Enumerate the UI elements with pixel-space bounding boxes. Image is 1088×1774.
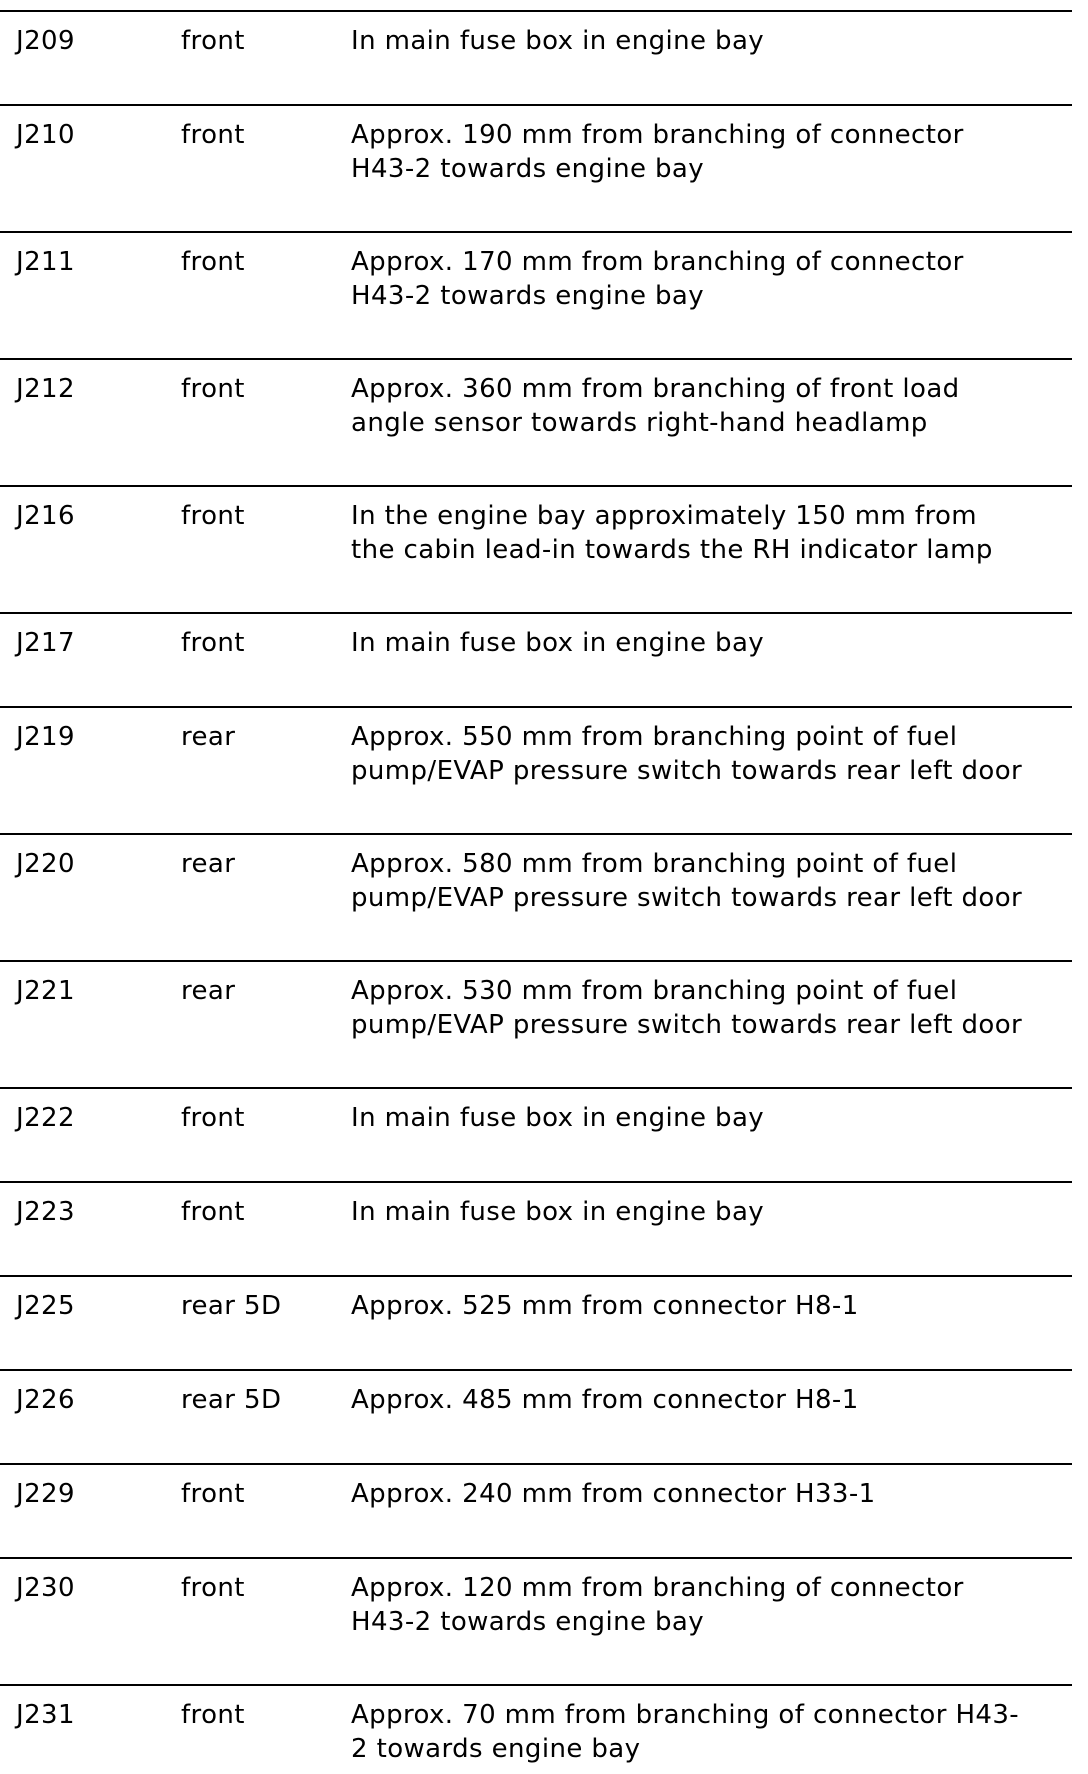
connector-position: rear xyxy=(181,976,236,1006)
connector-position: front xyxy=(181,120,245,150)
description-line: In main fuse box in engine bay xyxy=(351,1103,765,1133)
connector-id: J211 xyxy=(16,247,75,277)
description-line: the cabin lead-in towards the RH indicator lamp xyxy=(351,535,993,565)
connector-id: J231 xyxy=(16,1700,75,1730)
connector-location-description xyxy=(351,245,964,313)
connector-position: front xyxy=(181,26,245,56)
connector-position: front xyxy=(181,1700,245,1730)
description-line: Approx. 485 mm from connector H8-1 xyxy=(351,1385,859,1415)
table-row xyxy=(0,1369,1072,1463)
description-line: H43-2 towards engine bay xyxy=(351,154,705,184)
connector-id: J222 xyxy=(16,1103,75,1133)
connector-id: J217 xyxy=(16,628,75,658)
connector-position: front xyxy=(181,501,245,531)
description-line: In main fuse box in engine bay xyxy=(351,628,765,658)
description-line: H43-2 towards engine bay xyxy=(351,1607,705,1637)
description-line: angle sensor towards right-hand headlamp xyxy=(351,408,928,438)
connector-id: J225 xyxy=(16,1291,75,1321)
table-row xyxy=(0,1087,1072,1181)
connector-location-description xyxy=(351,118,964,186)
description-line: Approx. 550 mm from branching point of fuel xyxy=(351,722,958,752)
table-row xyxy=(0,358,1072,485)
table-row xyxy=(0,1557,1072,1684)
connector-location-description xyxy=(351,847,1022,915)
connector-location-description xyxy=(351,1383,859,1417)
description-line: Approx. 525 mm from connector H8-1 xyxy=(351,1291,859,1321)
connector-location-description xyxy=(351,1195,764,1229)
description-line: Approx. 120 mm from branching of connector xyxy=(351,1573,964,1603)
connector-position: rear xyxy=(181,722,236,752)
connector-position: front xyxy=(181,628,245,658)
connector-location-description xyxy=(351,499,993,567)
table-row xyxy=(0,612,1072,706)
table-row xyxy=(0,10,1072,104)
connector-position: front xyxy=(181,1479,245,1509)
description-line: Approx. 530 mm from branching point of fuel xyxy=(351,976,958,1006)
connector-location-description xyxy=(351,372,960,440)
description-line: Approx. 580 mm from branching point of fuel xyxy=(351,849,958,879)
connector-id: J226 xyxy=(16,1385,75,1415)
connector-location-description xyxy=(351,626,764,660)
connector-position: front xyxy=(181,374,245,404)
description-line: Approx. 190 mm from branching of connector xyxy=(351,120,964,150)
description-line: Approx. 170 mm from branching of connector xyxy=(351,247,964,277)
description-line: pump/EVAP pressure switch towards rear left door xyxy=(351,1010,1023,1040)
table-row xyxy=(0,833,1072,960)
connector-position: rear 5D xyxy=(181,1385,282,1415)
connector-location-description xyxy=(351,1101,764,1135)
connector-location-description xyxy=(351,974,1022,1042)
table-row xyxy=(0,1684,1072,1774)
description-line: pump/EVAP pressure switch towards rear left door xyxy=(351,756,1023,786)
connector-position: front xyxy=(181,247,245,277)
connector-position: front xyxy=(181,1573,245,1603)
connector-location-description xyxy=(351,1698,1019,1766)
connector-id: J210 xyxy=(16,120,75,150)
connector-id: J219 xyxy=(16,722,75,752)
connector-id: J212 xyxy=(16,374,75,404)
connector-location-description xyxy=(351,1477,876,1511)
connector-position: rear 5D xyxy=(181,1291,282,1321)
description-line: H43-2 towards engine bay xyxy=(351,281,705,311)
table-row xyxy=(0,104,1072,231)
connector-position: rear xyxy=(181,849,236,879)
description-line: Approx. 70 mm from branching of connector H43- xyxy=(351,1700,1020,1730)
description-line: pump/EVAP pressure switch towards rear left door xyxy=(351,883,1023,913)
connector-position: front xyxy=(181,1103,245,1133)
description-line: In main fuse box in engine bay xyxy=(351,1197,765,1227)
table-row xyxy=(0,960,1072,1087)
table-row xyxy=(0,1463,1072,1557)
connector-location-description xyxy=(351,24,764,58)
description-line: In main fuse box in engine bay xyxy=(351,26,765,56)
connector-location-description xyxy=(351,720,1022,788)
connector-id: J220 xyxy=(16,849,75,879)
description-line: Approx. 360 mm from branching of front load xyxy=(351,374,960,404)
connector-id: J209 xyxy=(16,26,75,56)
table-row xyxy=(0,1181,1072,1275)
connector-id: J230 xyxy=(16,1573,75,1603)
table-row xyxy=(0,231,1072,358)
table-row xyxy=(0,1275,1072,1369)
connector-location-table xyxy=(0,10,1072,1774)
connector-id: J223 xyxy=(16,1197,75,1227)
connector-id: J216 xyxy=(16,501,75,531)
description-line: Approx. 240 mm from connector H33-1 xyxy=(351,1479,876,1509)
connector-id: J221 xyxy=(16,976,75,1006)
connector-location-description xyxy=(351,1571,964,1639)
description-line: In the engine bay approximately 150 mm from xyxy=(351,501,977,531)
description-line: 2 towards engine bay xyxy=(351,1734,641,1764)
connector-location-description xyxy=(351,1289,859,1323)
connector-id: J229 xyxy=(16,1479,75,1509)
table-row xyxy=(0,706,1072,833)
connector-position: front xyxy=(181,1197,245,1227)
table-row xyxy=(0,485,1072,612)
